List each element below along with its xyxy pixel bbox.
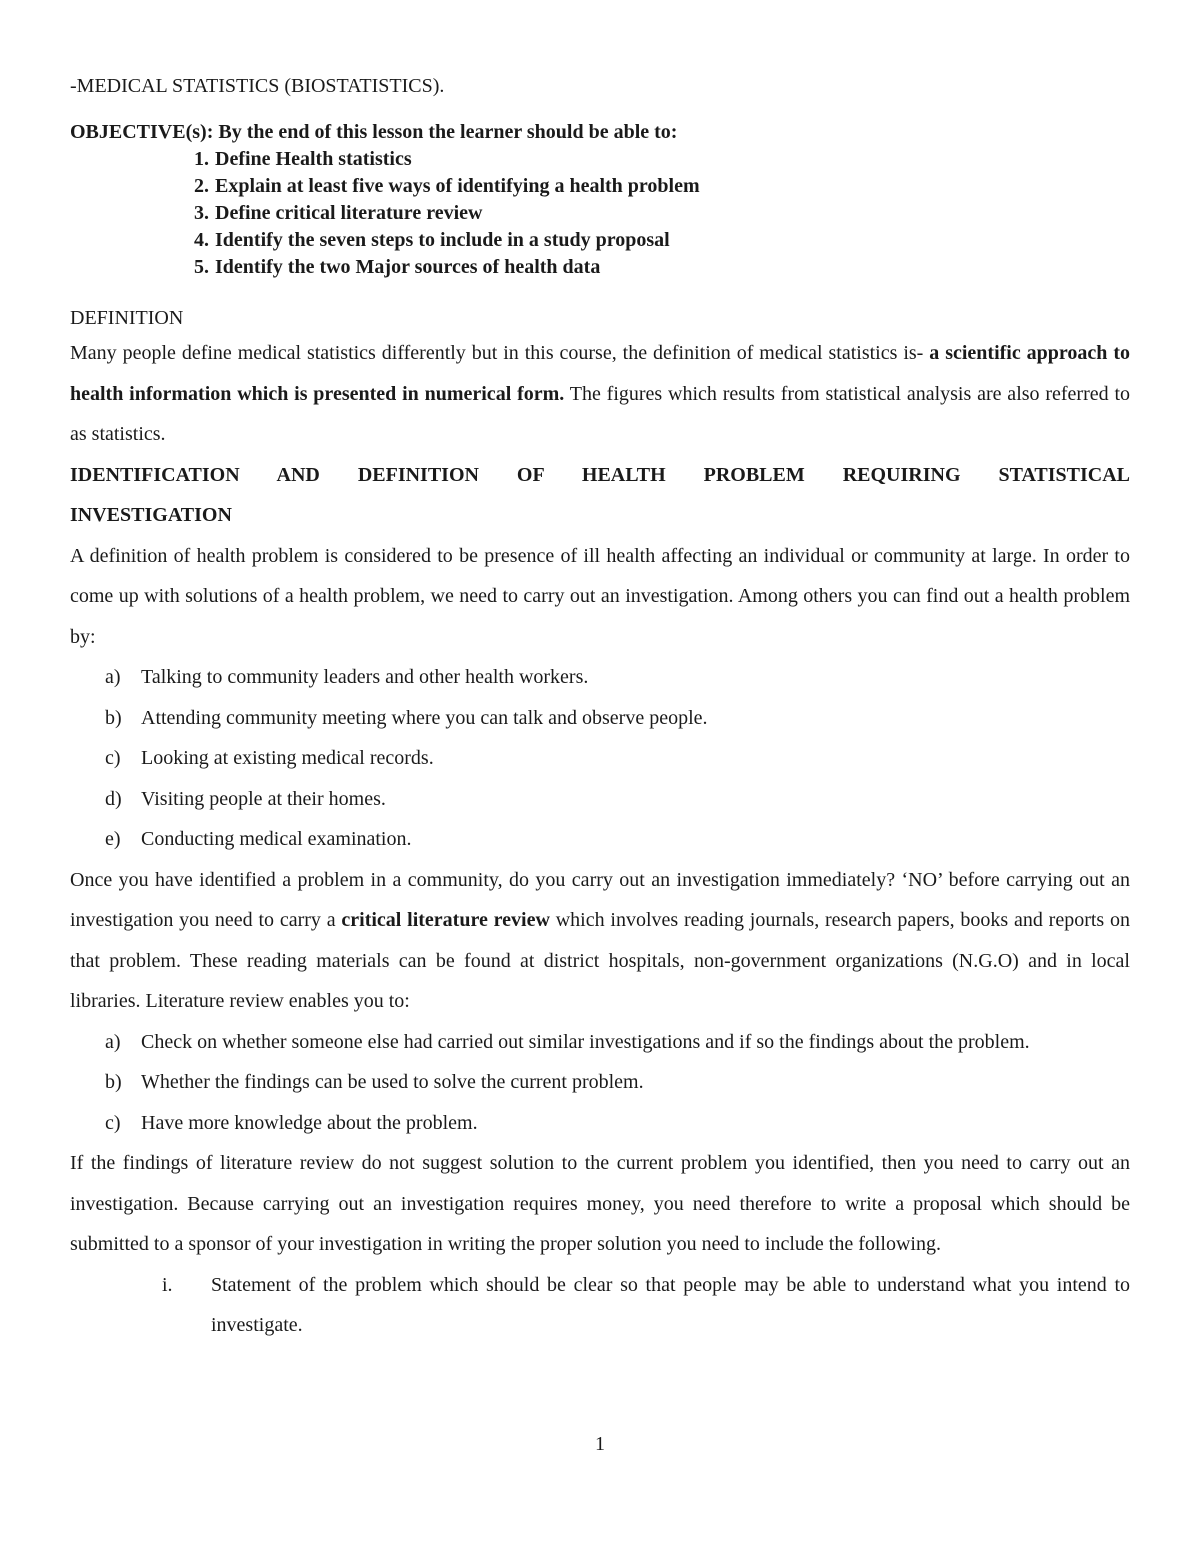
identification-paragraph: A definition of health problem is considered to be presence of ill health affecting an individual or community at large. In order to come up with solutions of a health problem, we need to carry out an investigation. Among others you can find out a health problem by:: [70, 544, 1130, 648]
list-marker: b): [105, 706, 122, 729]
list-item-text: Visiting people at their homes.: [141, 787, 386, 810]
list-item: [70, 819, 1130, 860]
objective-text: Define critical literature review: [215, 202, 483, 224]
document-page: [70, 72, 1130, 1346]
identification-heading-continued: INVESTIGATION: [70, 504, 232, 526]
list-marker: c): [105, 747, 121, 769]
objective-item: [70, 227, 1130, 254]
list-item-text: Statement of the problem which should be clear so that people may be able to understand what you intend to investigate.: [211, 1273, 1130, 1336]
objective-item: [70, 173, 1130, 200]
list-item-text: Talking to community leaders and other health workers.: [141, 666, 589, 688]
list-item-text: Check on whether someone else had carried out similar investigations and if so the findings about the problem.: [141, 1030, 1030, 1053]
identification-heading: IDENTIFICATION AND DEFINITION OF HEALTH PROBLEM REQUIRING STATISTICAL: [70, 463, 1130, 486]
list-item-text: Attending community meeting where you can talk and observe people.: [141, 706, 708, 729]
definition-paragraph: [70, 333, 1130, 455]
objectives-list: [70, 146, 1130, 281]
literature-text-after: which involves reading journals, research papers, books and reports on that problem. These reading materials can be found at district hospitals, non-government organizations (N.G.O) and in local libraries. Literature review enables you to:: [70, 909, 1131, 1012]
objective-number: 3.: [194, 202, 209, 224]
list-marker: e): [105, 828, 121, 850]
list-item: [70, 1062, 1130, 1103]
objective-text: Define Health statistics: [215, 148, 412, 170]
objective-text: Explain at least five ways of identifying a health problem: [215, 175, 700, 197]
objective-item: [70, 200, 1130, 227]
list-item-text: Conducting medical examination.: [141, 828, 412, 850]
objectives-intro: OBJECTIVE(s): By the end of this lesson the learner should be able to:: [70, 121, 678, 143]
list-item-text: Have more knowledge about the problem.: [141, 1111, 478, 1134]
list-marker: d): [105, 787, 122, 810]
page-number: 1: [595, 1433, 605, 1455]
list-item: [70, 698, 1130, 739]
objective-text: Identify the seven steps to include in a study proposal: [215, 229, 670, 251]
list-item: [70, 657, 1130, 698]
objective-number: 1.: [194, 148, 209, 170]
list-marker: a): [105, 1030, 121, 1053]
objective-text: Identify the two Major sources of health data: [215, 256, 601, 278]
objective-number: 5.: [194, 256, 209, 278]
document-title: -MEDICAL STATISTICS (BIOSTATISTICS).: [70, 75, 445, 97]
list-marker: c): [105, 1111, 121, 1134]
list-item-text: Whether the findings can be used to solve the current problem.: [141, 1071, 644, 1093]
identification-methods-list: [70, 657, 1130, 860]
list-item: [70, 738, 1130, 779]
list-item: [70, 1265, 1130, 1346]
definition-text-bold: a scientific approach to health information which is presented in numerical form.: [70, 342, 1130, 405]
objective-number: 4.: [194, 229, 209, 251]
list-marker: i.: [162, 1273, 173, 1296]
literature-review-paragraph: [70, 860, 1130, 1022]
objective-item: [70, 146, 1130, 173]
literature-text-before: Once you have identified a problem in a community, do you carry out an investigation immediately? ‘NO’ before carrying out an investigation you need to carry a: [70, 868, 1130, 931]
literature-text-bold: critical literature review: [341, 909, 550, 931]
list-item: [70, 779, 1130, 820]
proposal-steps-list: [70, 1265, 1130, 1346]
list-marker: b): [105, 1071, 122, 1093]
definition-text-before: Many people define medical statistics differently but in this course, the definition of medical statistics is-: [70, 342, 930, 364]
list-item: [70, 1103, 1130, 1144]
definition-heading: DEFINITION: [70, 307, 184, 329]
list-marker: a): [105, 666, 121, 688]
list-item: [70, 1022, 1130, 1063]
definition-text-after: The figures which results from statistical analysis are also referred to as statistics.: [70, 382, 1131, 445]
literature-benefits-list: [70, 1022, 1130, 1144]
proposal-paragraph: If the findings of literature review do not suggest solution to the current problem you identified, then you need to carry out an investigation. Because carrying out an investigation requires money, you need therefore to write a proposal which should be submitted to a sponsor of your investigation in writing the proper solution you need to include the following.: [70, 1152, 1130, 1255]
objective-number: 2.: [194, 175, 209, 197]
objective-item: [70, 254, 1130, 281]
list-item-text: Looking at existing medical records.: [141, 747, 434, 769]
